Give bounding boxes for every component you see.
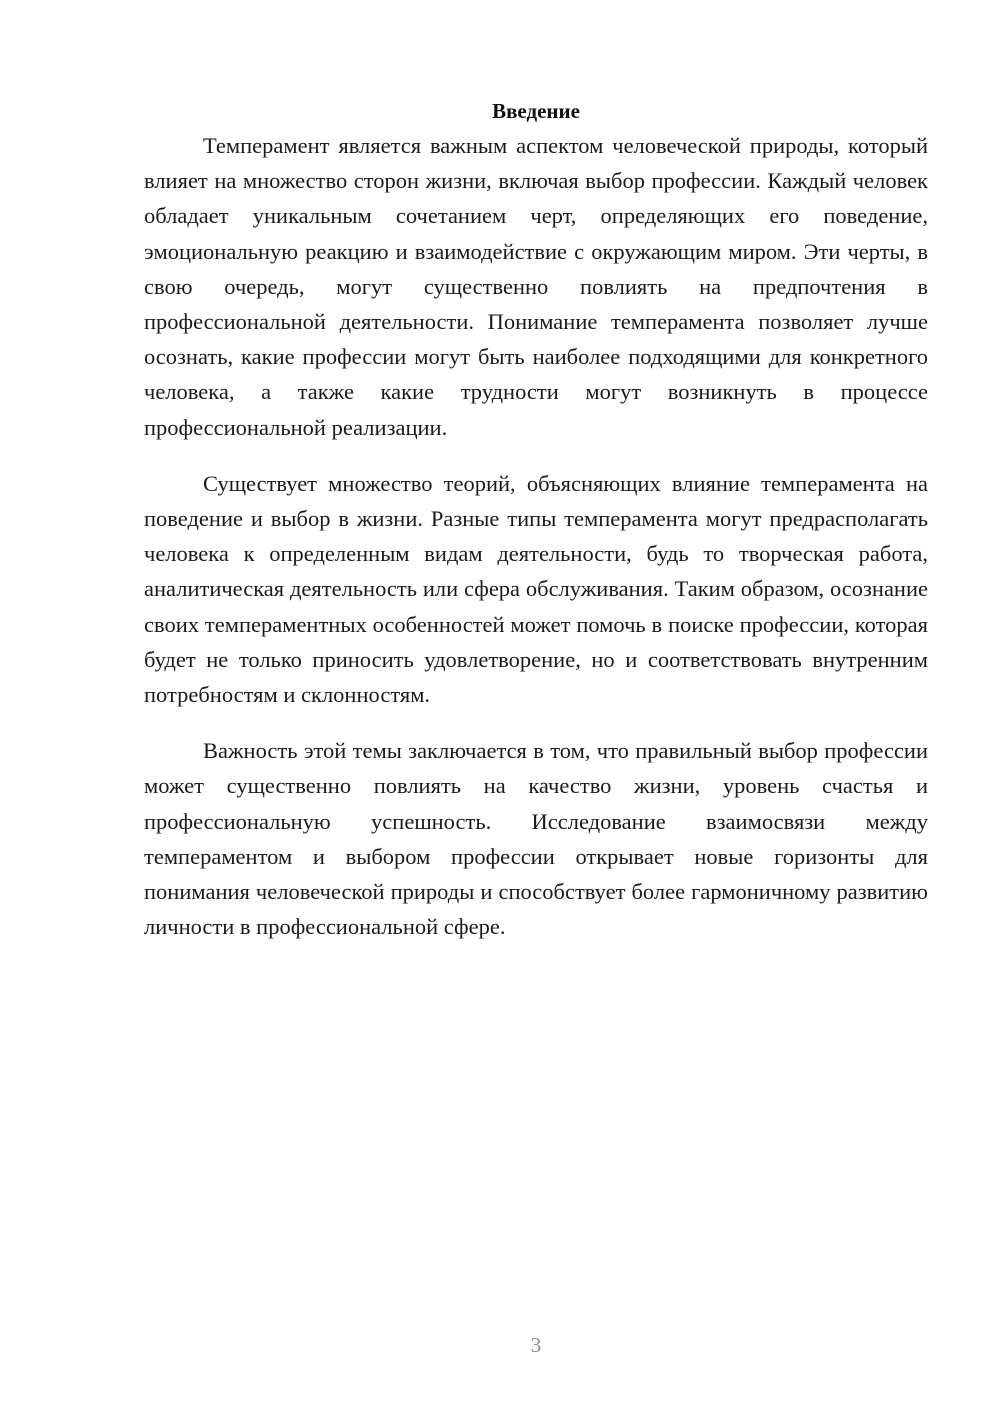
paragraph-3: Важность этой темы заключается в том, что правильный выбор профессии может существенно повлиять на качество жизни, уровень счастья и профессиональную успешность. Исследование взаимосвязи между темпераментом и выбором профессии открывает новые горизонты для понимания человеческой природы и способствует более гармоничному развитию личности в профессиональной сфере. [144, 738, 928, 940]
paragraph-1: Темперамент является важным аспектом человеческой природы, который влияет на множество сторон жизни, включая выбор профессии. Каждый человек обладает уникальным сочетанием черт, определяющих его поведение, эмоциональную реакцию и взаимодействие с окружающим миром. Эти черты, в свою очередь, могут существенно повлиять на предпочтения в профессиональной деятельности. Понимание темперамента позволяет лучше осознать, какие профессии могут быть наиболее подходящими для конкретного человека, а также какие трудности могут возникнуть в процессе профессиональной реализации. [144, 133, 928, 440]
paragraph-2: Существует множество теорий, объясняющих влияние темперамента на поведение и выбор в жизни. Разные типы темперамента могут предрасполагать человека к определенным видам деятельности, будь то творческая работа, аналитическая деятельность или сфера обслуживания. Таким образом, осознание своих темпераментных особенностей может помочь в поиске профессии, которая будет не только приносить удовлетворение, но и соответствовать внутренним потребностям и склонностям. [144, 470, 928, 708]
page-content [144, 94, 928, 965]
section-heading: Введение [492, 99, 580, 123]
page-number: 3 [530, 1333, 542, 1357]
